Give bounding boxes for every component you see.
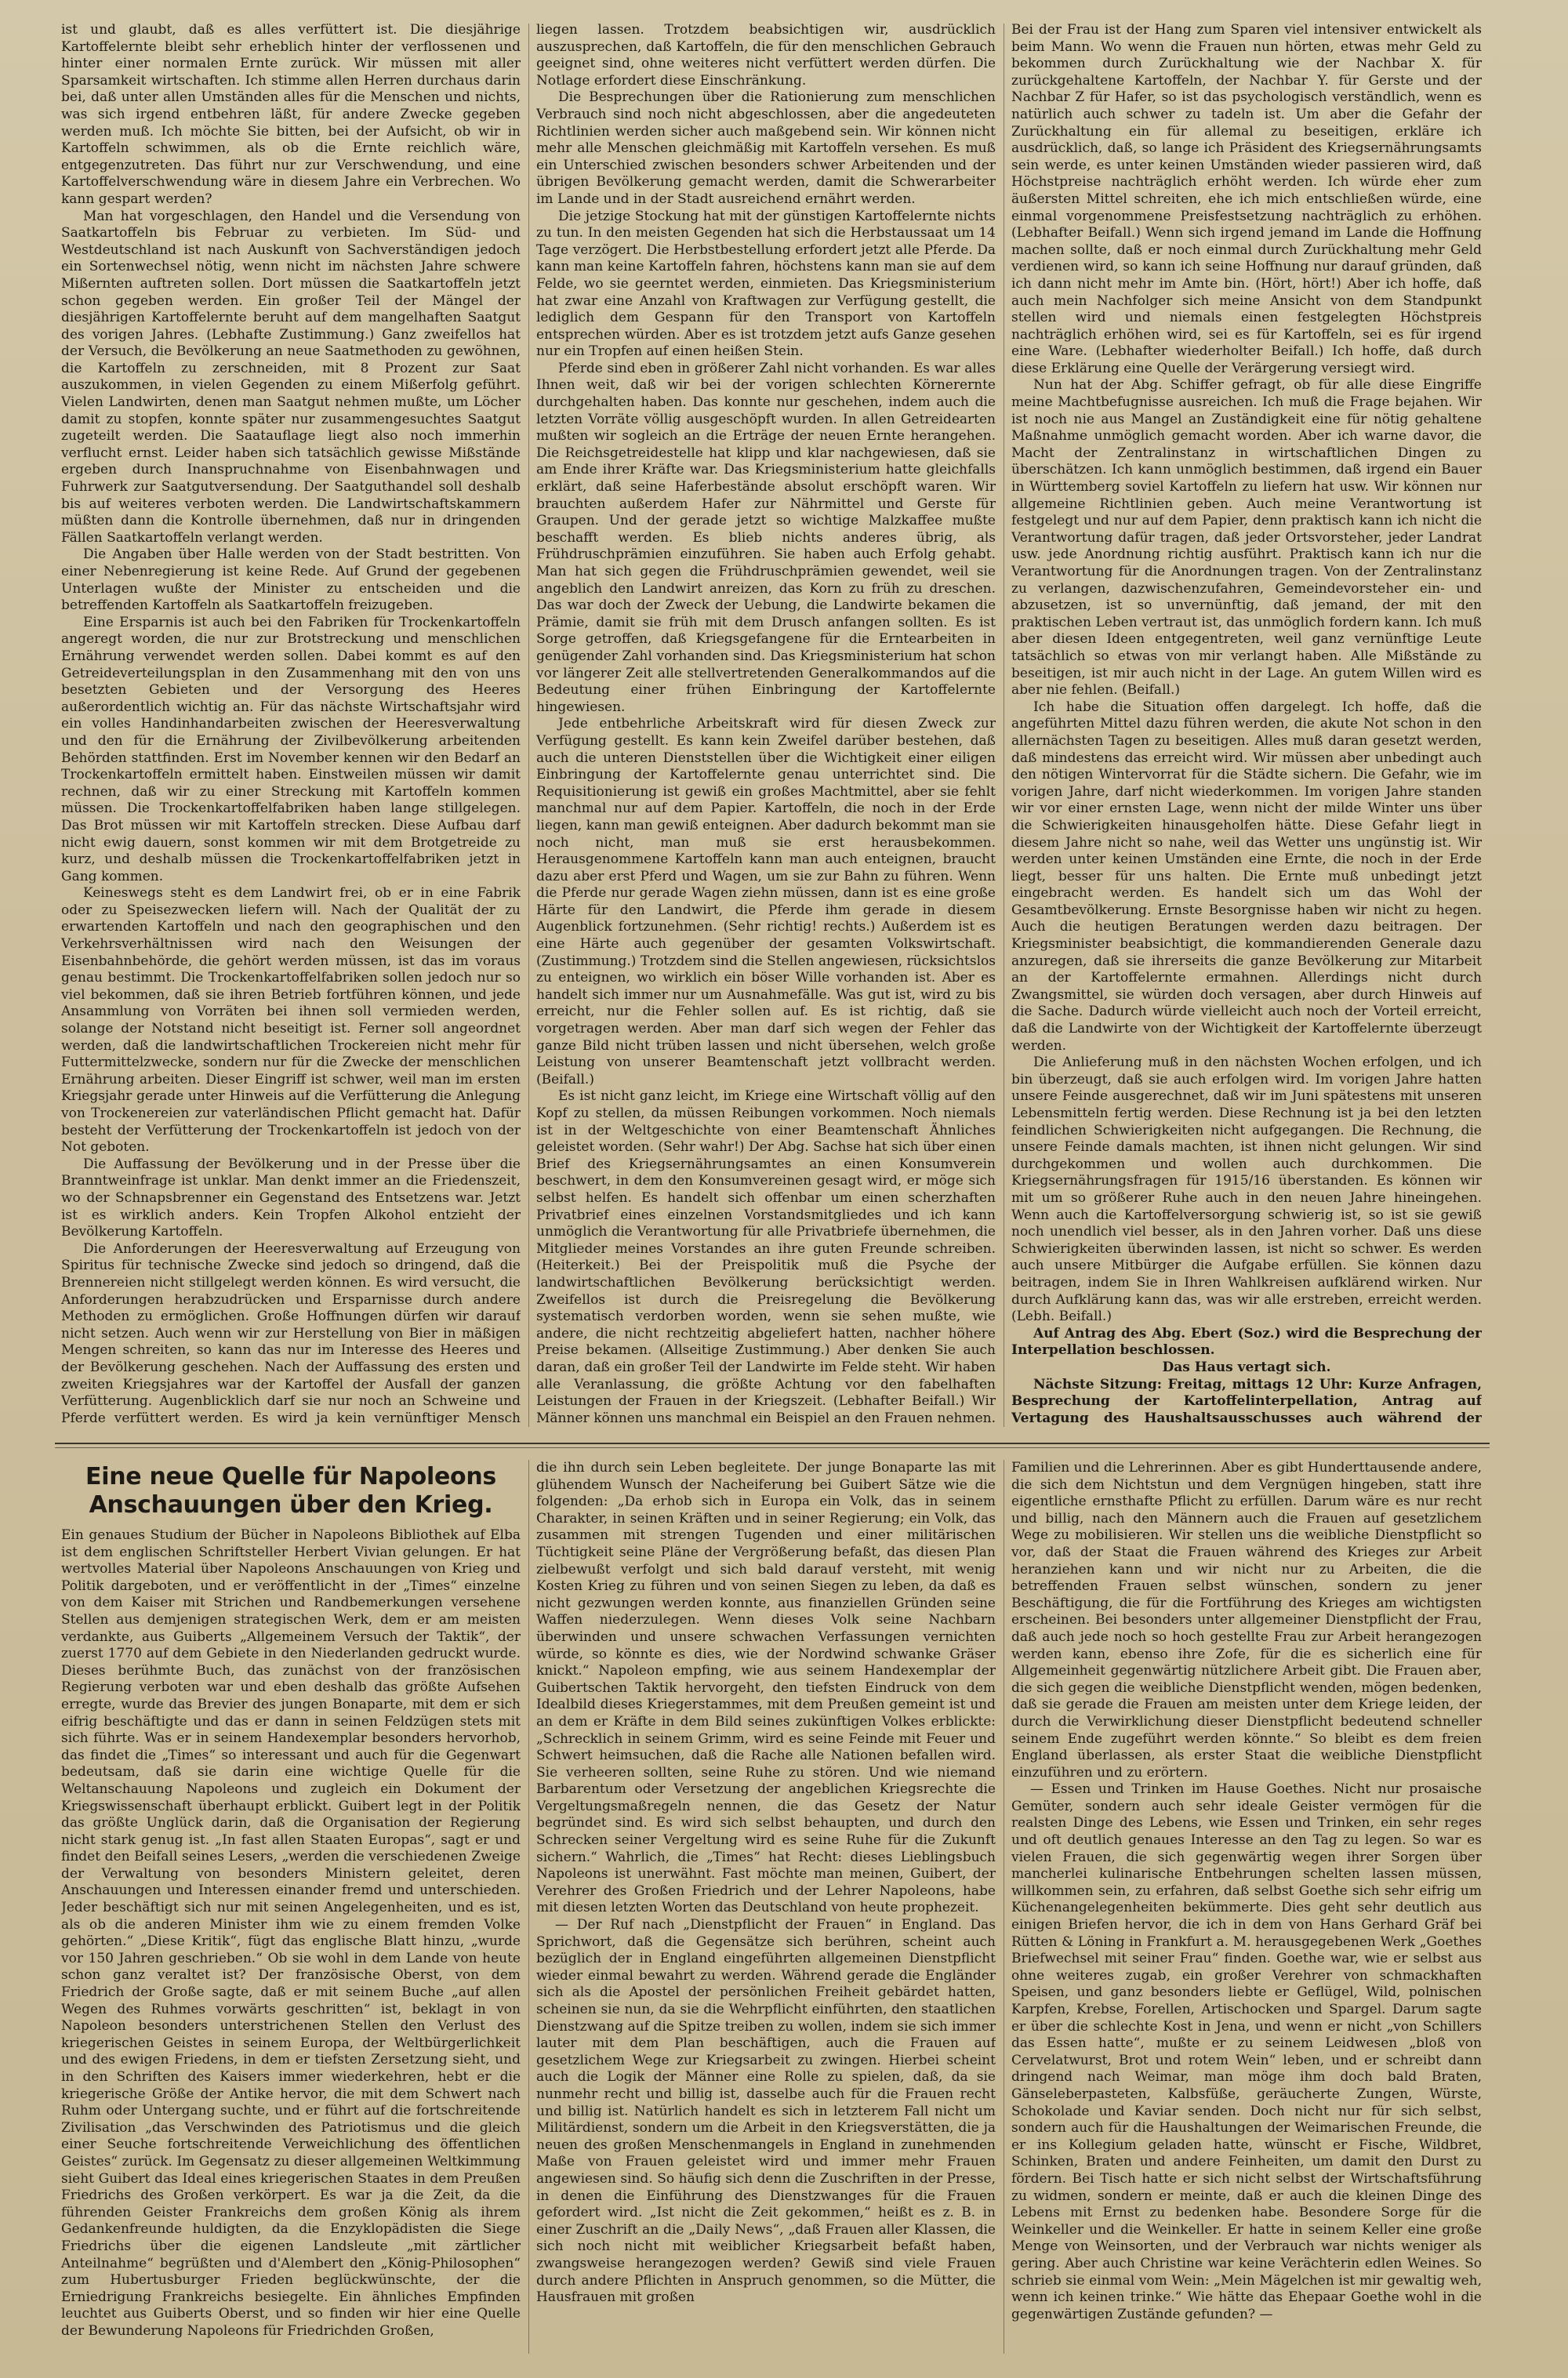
paragraph: Nun hat der Abg. Schiffer gefragt, ob für alle diese Eingriffe meine Machtbefugnisse ausreichen. Ich muß die Frage bejahen. Wir ist noch nie aus Mangel an Zuständigkeit eine für nötig gehaltene Maßnahme unmöglich gemacht worden. Aber ich warne davor, die Macht der Zentralinstanz in wirtschaftlichen Dingen zu überschätzen. Ich kann unmöglich bestimmen, daß irgend ein Bauer in Württemberg soviel Kartoffeln zu liefern hat usw. Wir können nur allgemeine Richtlinien geben. Auch meine Verantwortung ist festgelegt und nur auf dem Papier, denn praktisch kann ich nicht die Verantwortung dafür tragen, daß jeder Ortsvorsteher, jeder Landrat usw. jede Anordnung richtig ausführt. Praktisch kann ich nur die Verantwortung für die Anordnungen tragen. Von der Zentralinstanz zu verlangen, dazwischenzufahren, Gemeindevorsteher ein- und abzusetzen, ist so unvernünftig, daß jemand, der mit den praktischen Leben vertraut ist, das unmöglich fordern kann. Ich muß aber diesen Ideen entgegentreten, weil ganz vernünftige Leute tatsächlich so etwas von mir verlangt haben. Alle Mißstände zu beseitigen, ist mir auch nicht in der Lage. An gutem Willen wird es aber nie fehlen. (Beifall.) [1011, 377, 1482, 699]
paragraph: Die Angaben über Halle werden von der Stadt bestritten. Von einer Nebenregierung ist keine Rede. Auf Grund der gegebenen Unterlagen wußte der Minister zu entscheiden und die betreffenden Kartoffeln als Saatkartoffeln freizugeben. [61, 546, 521, 614]
section-divider [55, 1443, 1490, 1444]
paragraph: Bei der Frau ist der Hang zum Sparen viel intensiver entwickelt als beim Mann. Wo wenn die Frauen nun hörten, etwas mehr Geld zu bekommen durch Zurückhaltung wie der Nachbar X. für zurückgehaltene Kartoffeln, der Nachbar Y. für Gerste und der Nachbar Z für Hafer, so ist das psychologisch verständlich, wenn es natürlich auch schwer zu tadeln ist. Um aber die Gefahr der Zurückhaltung ein für allemal zu beseitigen, erkläre ich ausdrücklich, daß, so lange ich Präsident des Kriegsernährungsamts sein werde, es unter keinen Umständen wieder passieren wird, daß Höchstpreise nachträglich erhöht werden. Ich würde eher zum äußersten Mittel schreiten, ehe ich mich entschließen würde, eine einmal vorgenommene Preisfestsetzung nachträglich zu erhöhen. (Lebhafter Beifall.) Wenn sich irgend jemand im Lande die Hoffnung machen sollte, daß er noch einmal durch Zurückhaltung mehr Geld verdienen wird, so kann ich seine Hoffnung nur darauf gründen, daß ich dann nicht mehr im Amte bin. (Hört, hört!) Aber ich hoffe, daß auch mein Nachfolger sich meine Ansicht von dem Standpunkt stellen wird und niemals einen festgelegten Höchstpreis nachträglich erhöhen wird, sei es für Kartoffeln, sei es für irgend eine Ware. (Lebhafter wiederholter Beifall.) Ich hoffe, daß durch diese Erklärung eine Quelle der Verärgerung versiegt wird. [1011, 22, 1482, 376]
paragraph: Ich habe die Situation offen dargelegt. Ich hoffe, daß die angeführten Mittel dazu führen werden, die akute Not schon in den allernächsten Tagen zu beseitigen. Alles muß daran gesetzt werden, daß mindestens das erreicht wird. Wir müssen aber unbedingt auch den nötigen Wintervorrat für die Städte sichern. Die Gefahr, wie im vorigen Jahre, darf nicht wiederkommen. Im vorigen Jahre standen wir vor einer ernsten Lage, wenn nicht der milde Winter uns über die Schwierigkeiten hinausgeholfen hätte. Diese Gefahr liegt in diesem Jahre nicht so nahe, weil das Wetter uns ungünstig ist. Wir werden unter keinen Umständen eine Ernte, die noch in der Erde liegt, besser für uns halten. Die Ernte muß unbedingt jetzt eingebracht werden. Es handelt sich um das Wohl der Gesamtbevölkerung. Ernste Besorgnisse haben wir nicht zu hegen. Auch die heutigen Beratungen werden dazu beitragen. Der Kriegsminister beabsichtigt, die kommandierenden Generale dazu anzuregen, daß sie ihrerseits die ganze Bevölkerung zur Mitarbeit an der Kartoffelernte ermahnen. Allerdings nicht durch Zwangsmittel, sie würden doch versagen, aber durch Hinweis auf die Sache. Dadurch würde vielleicht auch noch der Vorteil erreicht, daß die Landwirte von der Wichtigkeit der Kartoffelernte überzeugt werden. [1011, 699, 1482, 1054]
paragraph: Keineswegs steht es dem Landwirt frei, ob er in eine Fabrik oder zu Speisezwecken liefern will. Nach der Qualität der zu erwartenden Kartoffeln und nach den geographischen und den Verkehrsverhältnissen wird nach den Weisungen der Eisenbahnbehörde, die gehört werden müssen, ist das im voraus genau bestimmt. Die Trockenkartoffelfabriken sollen jedoch nur so viel bekommen, daß sie ihren Betrieb fortführen können, und jede Ansammlung von Vorräten bei ihnen soll vermieden werden, solange der Notstand nicht beseitigt ist. Ferner soll angeordnet werden, daß die landwirtschaftlichen Trockereien nicht mehr für Futtermittelzwecke, sondern nur für die Zwecke der menschlichen Ernährung arbeiten. Dieser Eingriff ist schwer, weil man im ersten Kriegsjahr gerade unter Hinweis auf die Verfütterung die Anlegung von Trockenereien zur vaterländischen Pflicht gemacht hat. Dafür besteht der Verfütterung der Trockenkartoffeln ist jedoch von der Not geboten. [61, 885, 521, 1156]
paragraph: Nächste Sitzung: Freitag, mittags 12 Uhr: Kurze Anfragen, Besprechung der Kartoffelinterpellation, Antrag auf Vertagung des Haushaltsausschusses auch während der [1011, 1376, 1482, 1425]
paragraph: Die Auffassung der Bevölkerung und in der Presse über die Branntweinfrage ist unklar. Man denkt immer an die Friedenszeit, wo der Schnapsbrenner ein Gegenstand des Entsetzens war. Jetzt ist es wirklich anders. Kein Tropfen Alkohol entzieht der Bevölkerung Kartoffeln. [61, 1156, 521, 1240]
column-rule [528, 24, 529, 1427]
paragraph: Familien und die Lehrerinnen. Aber es gibt Hunderttausende andere, die sich dem Nichtstun und dem Vergnügen hingeben, statt ihre eigentliche ernsthafte Pflicht zu erfüllen. Darum wäre es nur recht und billig, nach den Männern auch die Frauen auf gesetzlichem Wege zu mobilisieren. Wir stellen uns die weibliche Dienstpflicht so vor, daß der Staat die Frauen während des Krieges zur Arbeit heranziehen kann und wir nicht nur zu Arbeiten, die die betreffenden Frauen selbst wünschen, sondern zu jener Beschäftigung, die für die Fortführung des Krieges am wichtigsten erscheinen. Bei besonders unter allgemeiner Dienstpflicht der Frau, daß auch jede noch so hoch gestellte Frau zur Arbeit herangezogen werden kann, ebenso ihre Zofe, für die es sicherlich eine für Allgemeinheit gegenwärtig nützlichere Arbeit gibt. Die Frauen aber, die sich gegen die weibliche Dienstpflicht wenden, mögen bedenken, daß sie gerade die Frauen am meisten unter dem Kriege leiden, der durch die Verwirklichung dieser Dienstpflicht bedeutend schneller seinem Ende zugeführt werden könnte.“ So bleibt es dem freien England überlassen, als erster Staat die weibliche Dienstpflicht einzuführen und zu erörtern. [1011, 1460, 1482, 1781]
article2-column-1 [61, 1460, 521, 2354]
article2-column-2 [536, 1460, 996, 2354]
article1-column-2 [536, 22, 996, 1425]
paragraph: Die Besprechungen über die Rationierung zum menschlichen Verbrauch sind noch nicht abgeschlossen, aber die angedeuteten Richtlinien werden sicher auch maßgebend sein. Wir können nicht mehr alle Menschen gleichmäßig mit Kartoffeln versehen. Es muß ein Unterschied zwischen besonders schwer Arbeitenden und der übrigen Bevölkerung gemacht werden, damit die Schwerarbeiter im Lande und in der Stadt ausreichend ernährt werden. [536, 89, 996, 207]
paragraph: die ihn durch sein Leben begleitete. Der junge Bonaparte las mit glühendem Wunsch der Nacheiferung bei Guibert Sätze wie die folgenden: „Da erhob sich in Europa ein Volk, das in seinem Charakter, in seinen Kräften und in seiner Regierung; ein Volk, das zusammen mit strengen Tugenden und einer militärischen Tüchtigkeit seine Pläne der Vergrößerung befaßt, das diesen Plan zielbewußt verfolgt und sich bald darauf versteht, mit wenig Kosten Krieg zu führen und von seinen Siegen zu leben, da daß es nicht gezwungen werden konnte, aus finanziellen Gründen seine Waffen niederzulegen. Wenn dieses Volk seine Nachbarn überwinden und unsere schwachen Verfassungen vernichten würde, so könnte es dies, wie der Nordwind schwanke Gräser knickt.“ Napoleon empfing, wie aus seinem Handexemplar der Guibertschen Taktik hervorgeht, den tiefsten Eindruck von dem Idealbild dieses Kriegerstammes, mit dem Preußen gemeint ist und an dem er Kräfte in dem Bild seines zukünftigen Volkes erblickte: „Schrecklich in seinem Grimm, wird es seine Feinde mit Feuer und Schwert heimsuchen, daß die Rache alle Nationen befallen wird. Sie verheeren sollten, seine Ruhe zu stören. Und wie niemand Barbarentum oder Versetzung der angeblichen Kriegsrechte die Vergeltungsmaßregeln nennen, die das Gesetz der Natur begründet sind. Es wird sich selbst behaupten, und durch den Schrecken seiner Vergeltung wird es seine Ruhe für die Zukunft sichern.“ Wahrlich, die „Times“ hat Recht: dieses Lieblingsbuch Napoleons ist unerwähnt. Fast möchte man meinen, Guibert, der Verehrer des Großen Friedrich und der Lehrer Napoleons, habe mit diesen letzten Worten das Deutschland von heute prophezeit. [536, 1460, 996, 1916]
paragraph: Die jetzige Stockung hat mit der günstigen Kartoffelernte nichts zu tun. In den meisten Gegenden hat sich die Herbstaussaat um 14 Tage verzögert. Die Herbstbestellung erfordert jetzt alle Pferde. Da kann man keine Kartoffeln fahren, höchstens kann man sie auf dem Felde, wo sie geerntet werden, einmieten. Das Kriegsministerium hat zwar eine Anzahl von Kraftwagen zur Verfügung gestellt, die lediglich dem Gespann für den Transport von Kartoffeln entsprechen würden. Aber es ist trotzdem jetzt aufs Ganze gesehen nur ein Tropfen auf einen heißen Stein. [536, 208, 996, 360]
paragraph: Auf Antrag des Abg. Ebert (Soz.) wird die Besprechung der Interpellation beschlossen. [1011, 1325, 1482, 1359]
paragraph: Ein genaues Studium der Bücher in Napoleons Bibliothek auf Elba ist dem englischen Schriftsteller Herbert Vivian gelungen. Er hat wertvolles Material über Napoleons Anschauungen von Krieg und Politik dargeboten, und er veröffentlicht in der „Times“ einzelne von dem Kaiser mit Strichen und Randbemerkungen versehene Stellen aus demjenigen strategischen Werk, dem er am meisten verdankte, aus Guiberts „Allgemeinem Versuch der Taktik“, der zuerst 1770 auf dem Gebiete in den Niederlanden gedruckt wurde. Dieses berühmte Buch, das zunächst von der französischen Regierung verboten war und eben deshalb das größte Aufsehen erregte, wurde das Brevier des jungen Bonaparte, mit dem er sich eifrig beschäftigte und das er dann in seinen Feldzügen stets mit sich führte. Was er in seinem Handexemplar besonders hervorhob, das findet die „Times“ so interessant und auch für die Gegenwart bedeutsam, daß sie darin eine wichtige Quelle für die Weltanschauung Napoleons und zugleich ein Dokument der Kriegswissenschaft überhaupt erblickt. Guibert legt in der Politik das größte Unglück darin, daß die Organisation der Regierung nicht stark genug ist. „In fast allen Staaten Europas“, sagt er und findet den Beifall seines Lesers, „werden die verschiedenen Zweige der Verwaltung von besonders Ministern geleitet, deren Anschauungen und Interessen einander fremd und unterschieden. Jeder beschäftigt sich nur mit seinen Angelegenheiten, und es ist, als ob die anderen Minister ihm wie zu einem fremden Volke gehörten.“ „Diese Kritik“, fügt das englische Blatt hinzu, „wurde vor 150 Jahren geschrieben.“ Ob sie wohl in dem Lande von heute schon ganz veraltet ist? Der französische Oberst, von dem Friedrich der Große sagte, daß er mit seinem Buche „auf allen Wegen des Ruhmes vorwärts geschritten“ ist, beklagt in von Napoleon besonders unterstrichenen Stellen den Verlust des kriegerischen Geistes in seinem Europa, der Weltbürgerlichkeit und des ewigen Friedens, in dem er tiefsten Zersetzung sieht, und in den Schriften des Kaisers immer wiederkehren, hebt er die kriegerische Größe der Antike hervor, die mit dem Schwert nach Ruhm oder Untergang suchte, und er führt auf die fortschreitende Zivilisation „das Verschwinden des Patriotismus und die gleich einer Seuche fortschreitende Verweichlichung des öffentlichen Geistes“ zurück. Im Gegensatz zu dieser allgemeinen Weltkimmung sieht Guibert das Ideal eines kriegerischen Staates in dem Preußen Friedrichs des Großen verkörpert. Es war ja die Zeit, da die führenden Geister Frankreichs dem großen König als ihrem Gedankenfreunde huldigten, da die Enzyklopädisten die Siege Friedrichs über die eigenen Landsleute „mit zärtlicher Anteilnahme“ begrüßten und d'Alembert den „König-Philosophen“ zum Hubertusburger Frieden beglückwünschte, der die Erniedrigung Frankreichs besiegelte. Ein ähnliches Empfinden leuchtet aus Guiberts Oberst, und so finden wir hier eine Quelle der Bewunderung Napoleons für Friedrichden Großen, [61, 1527, 521, 2339]
paragraph: — Der Ruf nach „Dienstpflicht der Frauen“ in England. Das Sprichwort, daß die Gegensätze sich berühren, scheint auch bezüglich der in England eingeführten allgemeinen Dienstpflicht wieder einmal bewahrt zu werden. Während gerade die Engländer sich als die Apostel der persönlichen Freiheit gebärdet hatten, scheinen sie nun, da sie die Wehrpflicht einführten, den staatlichen Dienstzwang auf die Spitze treiben zu wollen, indem sie sich immer lauter mit dem Plan beschäftigen, auch die Frauen auf gesetzlichem Wege zur Kriegsarbeit zu zwingen. Hierbei scheint auch die Logik der Männer eine Rolle zu spielen, daß, da sie nunmehr recht und billig ist, dasselbe auch für die Frauen recht und billig ist. Natürlich handelt es sich in letzterem Fall nicht um Militärdienst, sondern um die Arbeit in den Kriegsverstätten, die ja neuen des großen Menschenmangels in England in zunehmenden Maße von Frauen geleistet wird und immer mehr Frauen angewiesen sind. So häufig sich denn die Zuschriften in der Presse, in denen die Einführung des Dienstzwanges für die Frauen gefordert wird. „Ist nicht die Zeit gekommen,“ heißt es z. B. in einer Zuschrift an die „Daily News“, „daß Frauen aller Klassen, die sich noch nicht mit weiblicher Kriegsarbeit befaßt haben, zwangsweise herangezogen werden? Gewiß sind viele Frauen durch andere Pflichten in Anspruch genommen, so die Mütter, die Hausfrauen mit großen [536, 1917, 996, 2306]
article1-column-3 [1011, 22, 1482, 1425]
paragraph: Die Anforderungen der Heeresverwaltung auf Erzeugung von Spiritus für technische Zwecke sind jedoch so dringend, daß die Brennereien nicht stillgelegt werden können. Es wird versucht, die Anforderungen herabzudrücken und Ersparnisse durch andere Methoden zu ermöglichen. Große Hoffnungen dürfen wir darauf nicht setzen. Auch wenn wir zur Herstellung von Bier in mäßigen Mengen schreiten, so kann das nur im Interesse des Heeres und der Bevölkerung geschehen. Nach der Auffassung des ersten und zweiten Kriegsjahres war der Kartoffel der Ausfall der ganzen Verfütterung. Augenblicklich darf sie nur noch an Schweine und Pferde verfüttert werden. Es wird ja kein vernünftiger Mensch [61, 1240, 521, 1425]
article1-column-1 [61, 22, 521, 1425]
article-headline: Eine neue Quelle für Napoleons Anschauungen über den Krieg. [85, 1463, 496, 1519]
paragraph: Jede entbehrliche Arbeitskraft wird für diesen Zweck zur Verfügung gestellt. Es kann kein Zweifel darüber bestehen, daß auch die unteren Dienststellen über die Wichtigkeit einer eiligen Einbringung der Kartoffelernte genau unterrichtet sind. Die Requisitionierung ist gewiß ein großes Machtmittel, aber sie fehlt manchmal nur auf dem Papier. Kartoffeln, die noch in der Erde liegen, kann man gewiß enteignen. Aber dadurch bekommt man sie noch nicht, man muß sie erst herausbekommen. Herausgenommene Kartoffeln kann man auch enteignen, braucht dazu aber erst Pferd und Wagen, um sie zur Bahn zu führen. Wenn die Pferde nur gerade Wagen ziehn müssen, dann ist es eine große Härte für den Landwirt, die Pferde ihm gerade in diesem Augenblick fortzunehmen. (Sehr richtig! rechts.) Außerdem ist es eine Härte auch gegenüber der gesamten Volkswirtschaft. (Zustimmung.) Trotzdem sind die Stellen angewiesen, rücksichtslos zu enteignen, wo wirklich ein böser Wille vorhanden ist. Aber es handelt sich immer nur um Ausnahmefälle. Was gut ist, wird zu bis erreicht, nur die Fehler sollen auf. Es ist richtig, daß sie vorgetragen werden. Aber man darf sich wegen der Fehler das ganze Bild nicht trüben lassen und nicht übersehen, welch große Leistung von unserer Beamtenschaft jetzt vollbracht werden. (Beifall.) [536, 716, 996, 1087]
paragraph: liegen lassen. Trotzdem beabsichtigen wir, ausdrücklich auszusprechen, daß Kartoffeln, die für den menschlichen Gebrauch geeignet sind, ohne weiteres nicht verfüttert werden dürfen. Die Notlage erfordert diese Einschränkung. [536, 22, 996, 89]
paragraph: ist und glaubt, daß es alles verfüttert ist. Die diesjährige Kartoffelernte bleibt sehr erheblich hinter der verflossenen und hinter einer normalen Ernte zurück. Wir müssen mit aller Sparsamkeit wirtschaften. Ich stimme allen Herren durchaus darin bei, daß unter allen Umständen alles für die Menschen und nichts, was sich irgend entbehren läßt, für andere Zwecke gegeben werden muß. Ich möchte Sie bitten, bei der Aufsicht, ob wir in Kartoffeln schwimmen, als ob die Ernte reichlich wäre, entgegenzutreten. Das führt nur zur Verschwendung, und eine Kartoffelverschwendung wäre in diesem Jahre ein Verbrechen. Wo kann gespart werden? [61, 22, 521, 207]
paragraph: Die Anlieferung muß in den nächsten Wochen erfolgen, und ich bin überzeugt, daß sie auch erfolgen wird. Im vorigen Jahre hatten unsere Feinde ausgerechnet, daß wir im Juni spätestens mit unseren Lebensmitteln fertig werden. Diese Rechnung ist ja bei den letzten feindlichen Schwierigkeiten nicht aufgegangen. Die Rechnung, die unsere Feinde damals machten, ist ihnen nicht gelungen. Wir sind durchgekommen und wollen auch durchkommen. Die Kriegsernährungsfragen für 1915/16 überstanden. Es können wir mit um so größerer Ruhe auch in den neuen Jahre hineingehen. Wenn auch die Kartoffelversorgung schwierig ist, so ist sie gewiß noch unendlich viel besser, als in den Jahren vorher. Daß uns diese Schwierigkeiten überwinden lassen, ist nicht so schwer. Es werden auch unsere Mitbürger die Aufgabe erfüllen. Sie können dazu beitragen, indem Sie in Ihren Wahlkreisen aufklärend wirken. Nur durch Aufklärung kann das, was wir alle erstreben, erreicht werden. (Lebh. Beifall.) [1011, 1055, 1482, 1325]
article2-column-3 [1011, 1460, 1482, 2354]
paragraph: Pferde sind eben in größerer Zahl nicht vorhanden. Es war alles Ihnen weit, daß wir bei der vorigen schlechten Körnerernte durchgehalten haben. Das konnte nur geschehen, indem auch die letzten Vorräte völlig ausgeschöpft wurden. In allen Getreidearten mußten wir sogleich an die Erträge der neuen Ernte herangehen. Die Reichsgetreidestelle hat klipp und klar nachgewiesen, daß sie am Ende ihrer Kräfte war. Das Kriegsministerium hatte gleichfalls erklärt, daß seine Haferbestände absolut erschöpft waren. Wir brauchten außerdem Hafer zur Nährmittel und Gerste für Graupen. Und der gerade jetzt so wichtige Malzkaffee mußte beschafft werden. Es blieb nichts anderes übrig, als Frühdruschprämien einzuführen. Sie haben auch Erfolg gehabt. Man hat sich gegen die Frühdruschprämien gewendet, weil sie angeblich den Landwirt anreizen, das Korn zu früh zu dreschen. Das war doch der Zweck der Uebung, die Landwirte bekamen die Prämie, damit sie früh mit dem Drusch anfangen sollten. Es ist Sorge getroffen, daß Kriegsgefangene für die Erntearbeiten in genügender Zahl vorhanden sind. Das Kriegsministerium hat schon vor längerer Zeit alle stellvertretenden Generalkommandos auf die Bedeutung einer frühen Einbringung der Kartoffelernte hingewiesen. [536, 360, 996, 715]
paragraph: Eine Ersparnis ist auch bei den Fabriken für Trockenkartoffeln angeregt worden, die nur zur Brotstreckung und menschlichen Ernährung verwendet werden sollen. Dabei kommt es auf den Getreideverteilungsplan in den Zusammenhang mit den von uns besetzten Gebieten und der Versorgung des Heeres außerordentlich wichtig an. Für das nächste Wirtschaftsjahr wird ein volles Handinhandarbeiten zwischen der Heeresverwaltung und den für die Ernährung der Zivilbevölkerung arbeitenden Behörden stattfinden. Erst im November kennen wir den Bedarf an Trockenkartoffeln ermittelt haben. Einstweilen müssen wir damit rechnen, daß wir zu einer Streckung mit Kartoffeln kommen müssen. Die Trockenkartoffelfabriken haben lange stillgelegen. Das Brot müssen wir mit Kartoffeln strecken. Diese Aufbau darf nicht ewig dauern, sonst kommen wir mit dem Brotgetreide zu kurz, und deshalb müssen die Trockenkartoffelfabriken jetzt in Gang kommen. [61, 614, 521, 884]
paragraph: Das Haus vertagt sich. [1162, 1359, 1331, 1375]
column-rule [528, 1460, 529, 2354]
paragraph: Man hat vorgeschlagen, den Handel und die Versendung von Saatkartoffeln bis Februar zu verbieten. Im Süd- und Westdeutschland ist nach Auskunft von Sachverständigen jedoch ein Sortenwechsel nötig, wenn nicht im nächsten Jahre schwere Mißernten auftreten sollen. Dort müssen die Saatkartoffeln jetzt schon gegeben werden. Ein großer Teil der Mängel der diesjährigen Kartoffelernte beruht auf dem mangelhaften Saatgut des vorigen Jahres. (Lebhafte Zustimmung.) Ganz zweifellos hat der Versuch, die Bevölkerung an neue Saatmethoden zu gewöhnen, die Kartoffeln zu zerschneiden, mit 8 Prozent zur Saat auszukommen, in vielen Gegenden zu einem Mißerfolg geführt. Vielen Landwirten, denen man Saatgut nehmen mußte, um Löcher damit zu stopfen, konnte später nur zusammengesuchtes Saatgut zugeteilt werden. Die Saatauflage liegt also noch immerhin verflucht ernst. Leider haben sich tatsächlich gewisse Mißstände ergeben durch Inanspruchnahme von Eisenbahnwagen und Fuhrwerk zur Saatgutversendung. Der Saatguthandel soll deshalb bis auf weiteres verboten werden. Die Landwirtschaftskammern müßten dann die Kontrolle übernehmen, daß nur in dringenden Fällen Saatkartoffeln verlangt werden. [61, 208, 521, 546]
paragraph: Es ist nicht ganz leicht, im Kriege eine Wirtschaft völlig auf den Kopf zu stellen, da müssen Reibungen vorkommen. Noch niemals ist in der Weltgeschichte von einer Beamtenschaft Ähnliches geleistet worden. (Sehr wahr!) Der Abg. Sachse hat sich über einen Brief des Kriegsernährungsamtes an einen Konsumverein beschwert, in dem den Konsumvereinen gesagt wird, er möge sich selbst helfen. Es handelt sich offenbar um einen scherzhaften Privatbrief eines einzelnen Vorstandsmitgliedes und ich kann unmöglich die Verantwortung für alle Privatbriefe übernehmen, die Mitglieder meines Vorstandes an ihre guten Freunde schreiben. (Heiterkeit.) Bei der Preispolitik muß die Psyche der landwirtschaftlichen Bevölkerung berücksichtigt werden. Zweifellos ist durch die Preisregelung die Bevölkerung systematisch verdorben worden, wenn sie sehen mußte, wie andere, die nicht rechtzeitig abgeliefert hatten, nachher höhere Preise bekamen. (Allseitige Zustimmung.) Aber denken Sie auch daran, daß ein großer Teil der Landwirte im Felde steht. Wir haben alle Veranlassung, die größte Achtung vor den fabelhaften Leistungen der Frauen in der Kriegszeit. (Lebhafter Beifall.) Wir Männer können uns manchmal ein Beispiel an den Frauen nehmen. [536, 1088, 996, 1425]
section-divider-thin [55, 1447, 1490, 1448]
paragraph: — Essen und Trinken im Hause Goethes. Nicht nur prosaische Gemüter, sondern auch sehr ideale Geister vermögen für die realsten Dinge des Lebens, wie Essen und Trinken, ein sehr reges und oft deutlich genaues Interesse an den Tag zu legen. So war es vielen Frauen, die sich gegenwärtig wegen ihrer Sorgen über mancherlei kulinarische Entbehrungen schelten lassen müssen, willkommen sein, zu erfahren, daß selbst Goethe sich sehr eifrig um Küchenangelegenheiten bekümmerte. Dies geht sehr deutlich aus einigen Briefen hervor, die ich in dem von Hans Gerhard Gräf bei Rütten & Löning in Frankfurt a. M. herausgegebenen Werk „Goethes Briefwechsel mit seiner Frau“ finden. Goethe war, wie er selbst aus ohne weiteres zugab, ein großer Verehrer von schmackhaften Speisen, und ganz besonders liebte er Geflügel, Wild, polnischen Karpfen, Krebse, Forellen, Artischocken und Spargel. Darum sagte er über die schlechte Kost in Jena, und wenn er nicht „von Schillers das Essen hatte“, mußte er zu seinem Leidwesen „bloß von Cervelatwurst, Brot und rotem Wein“ leben, und er schreibt dann dringend nach Weimar, man möge ihm doch bald Braten, Gänseleberpasteten, Kalbsfüße, geräucherte Zungen, Würste, Schokolade und Kaviar senden. Doch nicht nur für sich selbst, sondern auch für die Haushaltungen der Weimarischen Freunde, die er ins Kollegium geladen hatte, wünscht er Fische, Wildbret, Schinken, Braten und andere Feinheiten, um damit den Durst zu fördern. Bei Tisch hatte er sich nicht selbst der Wirtschaftsführung zu widmen, sondern er meinte, daß er auch die kleinen Dinge des Lebens mit Ernst zu bedenken habe. Besondere Sorge für die Weinkeller und die Weinkeller. Er hatte in seinem Keller eine große Menge von Weinsorten, und der Verbrauch war nichts weniger als gering. Aber auch Christine war keine Verächterin edlen Weines. So schrieb sie einmal vom Wein: „Mein Mägelchen ist mir gewaltig weh, wenn ich keinen trinke.“ Wie hätte das Ehepaar Goethe wohl in die gegenwärtigen Zustände gefunden? — [1011, 1781, 1482, 2322]
